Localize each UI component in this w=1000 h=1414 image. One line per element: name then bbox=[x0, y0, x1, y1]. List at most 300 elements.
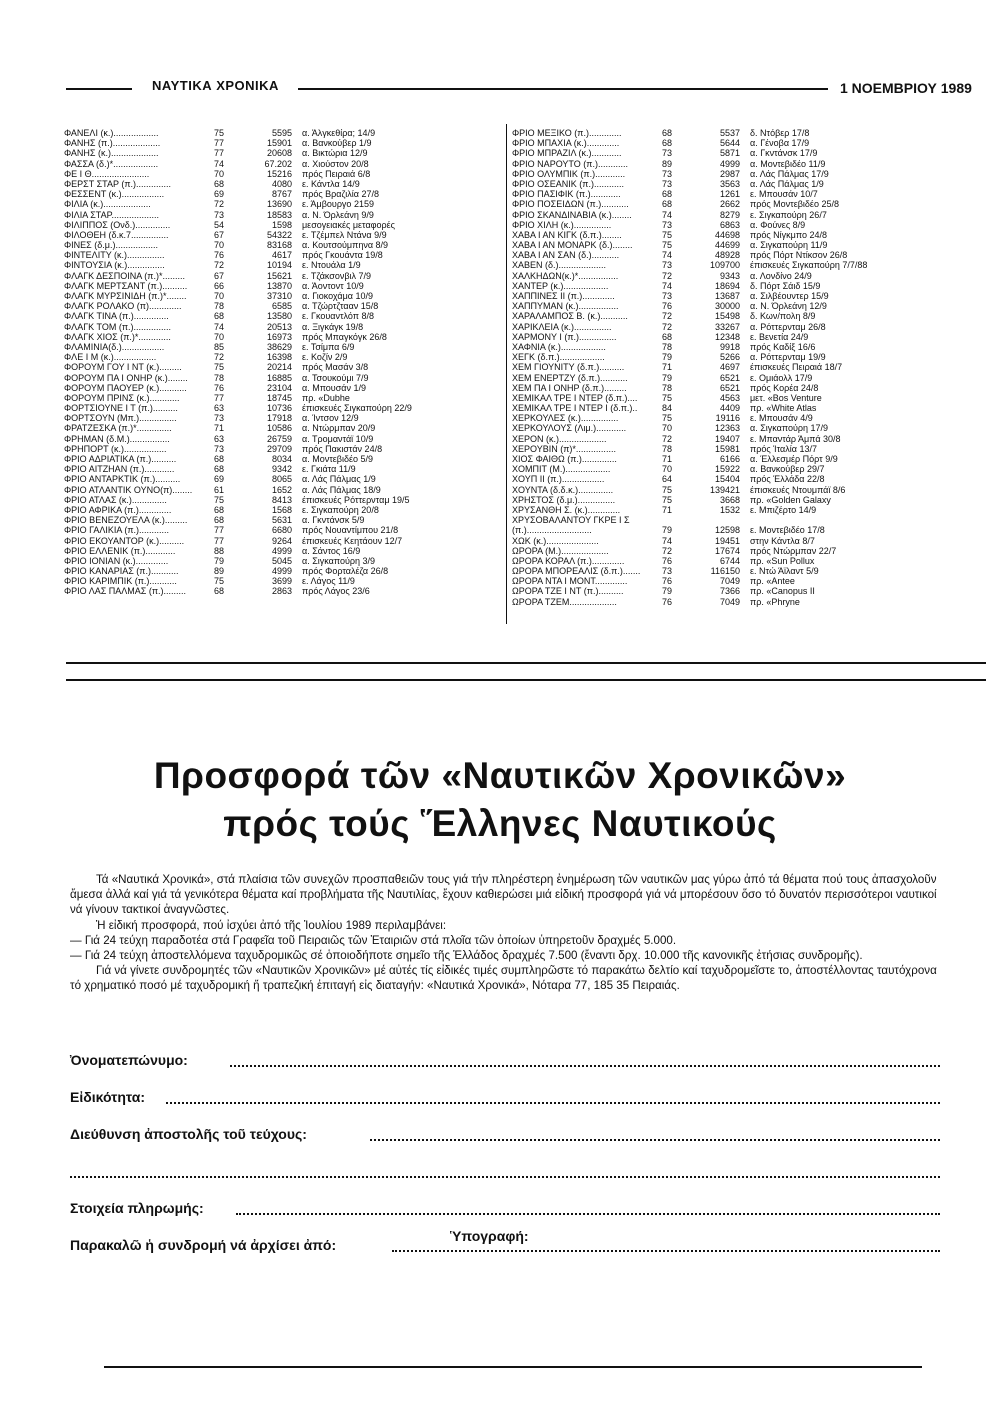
tonnage: 2987 bbox=[719, 168, 740, 179]
ship-name: ΦΡΙΟ ΙΟΝΙΑΝ (κ.)............. bbox=[64, 555, 169, 566]
ship-name: ΦΡΙΟ ΜΠΡΑΖΙΛ (κ.)............ bbox=[512, 148, 622, 159]
ship-position: πρός Ίταλία 13/7 bbox=[750, 443, 817, 454]
ship-position: α. Τζώρτζτααν 15/8 bbox=[302, 301, 379, 312]
ship-row bbox=[512, 250, 952, 260]
build-year: 75 bbox=[662, 413, 673, 424]
ship-row bbox=[64, 403, 500, 413]
ship-row bbox=[512, 148, 952, 158]
ship-name: ΧΕΡΚΟΥΛΕΣ (κ.)............... bbox=[512, 413, 619, 424]
ship-name: ΦΡΙΟ ΠΑΣΙΦΙΚ (π.)............ bbox=[512, 189, 621, 200]
ship-row bbox=[512, 220, 952, 230]
ship-position: έπισκευές Πειραιά 18/7 bbox=[750, 362, 843, 373]
tonnage: 116150 bbox=[710, 566, 740, 577]
tonnage: 6166 bbox=[719, 454, 740, 464]
ship-position: ε. Σιγκαπούρη 20/8 bbox=[302, 504, 379, 515]
tonnage: 18583 bbox=[266, 209, 292, 220]
tonnage: 12363 bbox=[714, 423, 740, 434]
name-field[interactable] bbox=[230, 1065, 940, 1067]
ship-name: ΦΟΡΤΣΟΥΝ (Μπ.)............... bbox=[64, 413, 177, 424]
build-year: 79 bbox=[662, 525, 673, 536]
ship-name: ΧΟΥΝΤΑ (δ.δ.κ.).............. bbox=[512, 484, 614, 495]
ship-row bbox=[64, 342, 500, 352]
ship-row bbox=[512, 444, 952, 454]
tonnage bbox=[692, 515, 750, 525]
tonnage: 6521 bbox=[719, 372, 740, 383]
ship-name: ΦΡΙΟ ΑΝΤΑΡΚΤΙΚ (π.).......... bbox=[64, 474, 181, 485]
ship-position: α. Μοντεβιδέο 11/9 bbox=[750, 158, 826, 169]
ship-position: α. Τσουκούμι 7/9 bbox=[302, 372, 369, 383]
build-year: 76 bbox=[214, 250, 225, 261]
build-year: 68 bbox=[214, 515, 225, 526]
ship-row bbox=[64, 586, 500, 596]
start-date-field[interactable] bbox=[392, 1250, 940, 1252]
ship-position: α. Λάς Πάλμας 1/9 bbox=[302, 474, 376, 485]
ship-name: ΧΟΥΠ ΙΙ (π.)................. bbox=[512, 474, 605, 485]
ship-row bbox=[64, 505, 500, 515]
ship-row bbox=[64, 352, 500, 362]
ship-name: ΩΡΟΡΑ (Μ.)................... bbox=[512, 545, 609, 556]
ship-row bbox=[512, 322, 952, 332]
ship-row bbox=[64, 230, 500, 240]
ship-position: ε. Άμβουργο 2159 bbox=[302, 199, 374, 210]
build-year: 70 bbox=[214, 240, 225, 251]
build-year: 68 bbox=[214, 586, 225, 597]
tonnage: 10736 bbox=[266, 403, 292, 414]
ship-name: ΦΡΙΟ ΚΑΝΑΡΙΑΣ (π.)........... bbox=[64, 566, 179, 577]
ship-name: ΦΟΡΟΥΜ ΠΑΟΥΕΡ (κ.)........... bbox=[64, 382, 187, 393]
ship-position: πρός Νουαντίμπου 21/8 bbox=[302, 525, 399, 536]
build-year: 71 bbox=[662, 504, 673, 515]
ship-row bbox=[512, 332, 952, 342]
ship-row bbox=[64, 525, 500, 535]
ship-name: ΦΑΝΗΣ (κ.)................... bbox=[64, 148, 159, 159]
build-year: 70 bbox=[662, 464, 673, 475]
tonnage: 4697 bbox=[719, 362, 740, 373]
ship-name: ΦΡΙΟ ΚΑΡΙΜΠΙΚ (π.)........... bbox=[64, 576, 177, 587]
build-year: 75 bbox=[662, 240, 673, 251]
ship-position: πρός Γκουάντα 19/8 bbox=[302, 250, 383, 261]
ship-row bbox=[512, 210, 952, 220]
tonnage: 8279 bbox=[719, 209, 740, 220]
column-divider bbox=[506, 124, 507, 624]
build-year: 72 bbox=[214, 199, 225, 210]
ship-row bbox=[512, 464, 952, 474]
tonnage: 16973 bbox=[266, 331, 292, 342]
address-field[interactable] bbox=[370, 1139, 940, 1141]
ship-name: (π.).......................... bbox=[512, 525, 592, 536]
build-year: 69 bbox=[214, 189, 225, 200]
tonnage: 1532 bbox=[719, 504, 740, 515]
ship-row bbox=[64, 291, 500, 301]
ship-name: ΧΑΒΑ Ι ΑΝ ΚΙΓΚ (δ.π.)........ bbox=[512, 229, 622, 240]
offer-headline-line-2: πρός τούς Ἕλληνες Ναυτικούς bbox=[223, 803, 777, 844]
offer-body bbox=[70, 872, 940, 994]
ship-row bbox=[64, 179, 500, 189]
build-year: 79 bbox=[662, 586, 673, 597]
ship-row bbox=[512, 485, 952, 495]
ship-row bbox=[64, 383, 500, 393]
tonnage: 67.202 bbox=[264, 158, 292, 169]
publication-title: ΝΑΥΤΙΚΑ ΧΡΟΝΙΚΑ bbox=[152, 78, 279, 93]
ship-position: μεσογειακές μεταφορές bbox=[302, 219, 395, 230]
tonnage: 9918 bbox=[719, 341, 740, 352]
address-field-line-2[interactable] bbox=[70, 1176, 940, 1178]
tonnage: 2863 bbox=[271, 586, 292, 597]
ship-row bbox=[512, 230, 952, 240]
ship-row bbox=[512, 546, 952, 556]
tonnage: 2662 bbox=[719, 199, 740, 210]
ship-name: ΦΛΑΓΚ ΤΙΝΑ (π.).............. bbox=[64, 311, 169, 322]
build-year: 71 bbox=[662, 454, 673, 464]
tonnage: 13690 bbox=[266, 199, 292, 210]
ship-position: έπισκευές Σιγκαπούρη 7/7/88 bbox=[750, 260, 868, 271]
ship-position: α. Λάς Πάλμας 18/9 bbox=[302, 484, 381, 495]
tonnage: 26759 bbox=[266, 433, 292, 444]
build-year: 68 bbox=[662, 331, 673, 342]
ship-row bbox=[64, 260, 500, 270]
ship-row bbox=[64, 250, 500, 260]
ship-position: α. Ν. Όρλεάνη 9/9 bbox=[302, 209, 374, 220]
ship-row bbox=[512, 474, 952, 484]
ship-position: ε. Κάντλα 14/9 bbox=[302, 178, 360, 189]
build-year: 68 bbox=[214, 311, 225, 322]
tonnage: 3563 bbox=[719, 178, 740, 189]
ship-row bbox=[512, 189, 952, 199]
ship-name: ΧΑΠΠΙΝΕΣ ΙΙ (π.)............. bbox=[512, 291, 615, 301]
ship-position: α. Γένοβα 17/9 bbox=[750, 138, 810, 149]
build-year: 73 bbox=[214, 413, 225, 424]
build-year: 84 bbox=[662, 403, 673, 414]
tonnage: 37310 bbox=[266, 291, 292, 301]
ship-row bbox=[64, 566, 500, 576]
ship-row bbox=[64, 362, 500, 372]
ship-position: ε. Βενετία 24/9 bbox=[750, 331, 809, 342]
ship-position: δ. Πόρτ Σάιδ 15/9 bbox=[750, 280, 821, 291]
build-year: 70 bbox=[214, 291, 225, 301]
ship-row bbox=[512, 597, 952, 607]
ship-position: πρός Ντώρμπαν 22/7 bbox=[750, 545, 837, 556]
build-year: 79 bbox=[662, 372, 673, 383]
ship-name: ΦΡΙΟ ΑΤΛΑΣ (κ.).............. bbox=[64, 494, 167, 505]
ship-name: ΦΡΙΟ ΓΑΛΙΚΙΑ (π.)............ bbox=[64, 525, 170, 536]
ship-position: α. Βανκούβερ 1/9 bbox=[302, 138, 372, 149]
tonnage: 5537 bbox=[719, 128, 740, 138]
ship-row bbox=[64, 464, 500, 474]
ship-position: έπισκευές Ρόττερνταμ 19/5 bbox=[302, 494, 410, 505]
ship-row bbox=[64, 546, 500, 556]
build-year: 68 bbox=[214, 504, 225, 515]
offer-paragraph-instructions: Γιά νά γίνετε συνδρομητές τῶν «Ναυτικῶν Χρονικῶν» μέ αὐτές τίς εἰδικές τιμές συμπληρῶστε τό παρακάτω δελτίο καί ταχυδρομεῖστε το, ἀποστέλλοντας ταυτόχρονα τό χρηματικό ποσό μέ ταχυδρομική ἤ τραπεζική ἐπιταγή εἰς διαταγήν: «Ναυτικά Χρονικά», Νόταρα 77, 185 35 Πειραιάς. bbox=[70, 964, 937, 993]
ship-name: ΦΟΡΟΥΜ ΠΑ Ι ΟΝΗΡ (κ.)........ bbox=[64, 372, 188, 383]
ship-row bbox=[512, 128, 952, 138]
build-year: 72 bbox=[214, 352, 225, 363]
ship-name: ΧΡΗΣΤΟΣ (δ.μ.)............... bbox=[512, 494, 616, 505]
tonnage: 5266 bbox=[719, 352, 740, 363]
ship-position: α. Σιγκαπούρη 17/9 bbox=[750, 423, 829, 434]
tonnage: 8065 bbox=[271, 474, 292, 485]
ship-row bbox=[64, 515, 500, 525]
build-year: 72 bbox=[662, 433, 673, 444]
ship-name: ΦΕ Ι Θ....................... bbox=[64, 168, 150, 179]
ship-position: ε. Μοντεβιδέο 17/8 bbox=[750, 525, 825, 536]
ship-name: ΦΛΑΓΚ ΡΟΛΑΚΟ (π)............. bbox=[64, 301, 182, 312]
tonnage: 109700 bbox=[709, 260, 740, 271]
ship-position: πρός Κορέα 24/8 bbox=[750, 382, 819, 393]
build-year: 73 bbox=[662, 219, 673, 230]
ship-row bbox=[64, 189, 500, 199]
payment-label: Στοιχεία πληρωμής: bbox=[70, 1200, 204, 1216]
ship-name: ΧΑΦΝΙΑ (κ.).................. bbox=[512, 341, 606, 352]
ship-row bbox=[512, 393, 952, 403]
signature-label: Ὑπογραφή: bbox=[450, 1228, 529, 1244]
ship-row bbox=[512, 454, 952, 464]
ship-position: πρός Βραζιλία 27/8 bbox=[302, 189, 380, 200]
ship-name: ΦΛΑΓΚ ΧΙΟΣ (π.)*............. bbox=[64, 331, 171, 342]
build-year: 63 bbox=[214, 403, 225, 414]
ship-name: ΦΟΡΟΥΜ ΠΡΙΝΣ (κ.)............ bbox=[64, 392, 180, 403]
ship-name: ΧΑΡΑΛΑΜΠΟΣ Β. (κ.)........... bbox=[512, 311, 628, 322]
ship-name: ΦΡΙΟ ΜΕΞΙΚΟ (π.)............. bbox=[512, 128, 622, 138]
build-year: 76 bbox=[662, 301, 673, 312]
tonnage: 17918 bbox=[266, 413, 292, 424]
ship-position: α. Γκντάνσκ 5/9 bbox=[302, 515, 365, 526]
tonnage: 6521 bbox=[719, 382, 740, 393]
ship-position: α. Φούνες 8/9 bbox=[750, 219, 806, 230]
ship-name: ΧΑΝΤΕΡ (κ.).................. bbox=[512, 280, 609, 291]
ship-name: ΦΡΙΟ ΟΣΕΑΝΙΚ (π.)............ bbox=[512, 178, 624, 189]
ship-row bbox=[64, 220, 500, 230]
ship-position: α. Ν. Όρλεάνη 12/9 bbox=[750, 301, 827, 312]
tonnage: 3668 bbox=[719, 494, 740, 505]
build-year: 78 bbox=[214, 372, 225, 383]
address-label: Διεύθυνση ἀποστολῆς τοῦ τεύχους: bbox=[70, 1126, 307, 1142]
ship-name: ΧΡΥΣΑΝΘΗ Σ. (κ.)............. bbox=[512, 504, 621, 515]
ship-position: πρός Έλλάδα 22/8 bbox=[750, 474, 825, 485]
ship-listing-table bbox=[64, 128, 944, 630]
ship-row bbox=[512, 291, 952, 301]
ship-name: ΦΙΝΤΕΛΙΤΥ (κ.)............... bbox=[64, 250, 165, 261]
build-year: 67 bbox=[214, 229, 225, 240]
offer-headline bbox=[60, 752, 940, 848]
ship-position: ε. Μπιζέρτο 14/9 bbox=[750, 504, 817, 515]
header-rule-left bbox=[66, 88, 132, 90]
ship-position: α. Γιοκοχάμα 10/9 bbox=[302, 291, 374, 301]
build-year: 77 bbox=[214, 138, 225, 149]
build-year: 70 bbox=[662, 423, 673, 434]
ship-name: ΧΑΛΚΗΔΩΝ(κ.)*................ bbox=[512, 270, 619, 281]
ship-name: ΦΡΙΟ ΠΟΣΕΙΔΩΝ (π.)........... bbox=[512, 199, 629, 210]
ship-row bbox=[64, 485, 500, 495]
ship-row bbox=[512, 281, 952, 291]
ship-row bbox=[512, 179, 952, 189]
tonnage: 13580 bbox=[266, 311, 292, 322]
ship-name: ΧΡΥΣΟΒΑΛΑΝΤΟΥ ΓΚΡΕ Ι Σ bbox=[512, 515, 630, 526]
ship-name: ΦΕΡΣΤ ΣΤΑΡ (π.).............. bbox=[64, 178, 172, 189]
ship-row bbox=[512, 342, 952, 352]
ship-name: ΧΕΜ ΓΙΟΥΝΙΤΥ (δ.π.).......... bbox=[512, 362, 625, 373]
build-year: 76 bbox=[662, 596, 673, 607]
ship-row bbox=[512, 403, 952, 413]
build-year: 73 bbox=[662, 260, 673, 271]
ship-row bbox=[64, 556, 500, 566]
build-year: 68 bbox=[214, 178, 225, 189]
build-year: 71 bbox=[662, 362, 673, 373]
ship-name: ΦΛΑΓΚ ΔΕΣΠΟΙΝΑ (π.)*......... bbox=[64, 270, 185, 281]
tonnage: 18694 bbox=[714, 280, 740, 291]
specialty-field[interactable] bbox=[166, 1102, 940, 1104]
tonnage: 16398 bbox=[266, 352, 292, 363]
ship-name: ΦΟΡΤΣΙΟΥΝΕ Ι Τ (π.).......... bbox=[64, 403, 178, 414]
build-year: 72 bbox=[662, 311, 673, 322]
build-year: 73 bbox=[662, 566, 673, 577]
build-year: 64 bbox=[662, 474, 673, 485]
tonnage: 33267 bbox=[714, 321, 740, 332]
build-year: 88 bbox=[214, 545, 225, 556]
ship-position: α. Τρομαντάϊ 10/9 bbox=[302, 433, 374, 444]
ship-row bbox=[64, 576, 500, 586]
ship-position: πρ. «Canopus II bbox=[750, 586, 815, 597]
ship-row bbox=[64, 138, 500, 148]
ship-name: ΦΡΙΟ ΟΛΥΜΠΙΚ (π.)............ bbox=[512, 168, 626, 179]
ship-position: ε. Μπαντάρ Άμπά 30/8 bbox=[750, 433, 841, 444]
build-year: 68 bbox=[662, 138, 673, 149]
tonnage: 20608 bbox=[266, 148, 292, 159]
build-year: 75 bbox=[214, 362, 225, 373]
tonnage: 8034 bbox=[271, 454, 292, 464]
ship-name: ΦΑΣΣΑ (δ.)*.................. bbox=[64, 158, 159, 169]
ship-position: α. Γκντάνσκ 17/9 bbox=[750, 148, 818, 159]
tonnage: 6863 bbox=[719, 219, 740, 230]
payment-field[interactable] bbox=[236, 1213, 940, 1215]
ship-name: ΩΡΟΡΑ ΤΖΕ Ι ΝΤ (π.).......... bbox=[512, 586, 624, 597]
build-year: 78 bbox=[214, 301, 225, 312]
offer-paragraph-terms: Ἡ εἰδική προσφορά, πού ἰσχύει ἀπό τῆς Ἰουλίου 1989 περιλαμβάνει: bbox=[96, 918, 447, 932]
tonnage: 5871 bbox=[719, 148, 740, 159]
ship-position: πρός Μπαγκόγκ 26/8 bbox=[302, 331, 387, 342]
build-year: 89 bbox=[214, 566, 225, 577]
ship-name: ΦΛΑΜΙΝΙΑ(δ.)................. bbox=[64, 341, 165, 352]
ship-row bbox=[64, 444, 500, 454]
tonnage: 29709 bbox=[266, 443, 292, 454]
ship-name: ΩΡΟΡΑ ΚΟΡΑΛ (π.)............. bbox=[512, 555, 625, 566]
ship-position: πρός Μοντεβιδέο 25/8 bbox=[750, 199, 839, 210]
ship-position: ε. Ντουάλα 1/9 bbox=[302, 260, 361, 271]
ship-name: ΧΑΒΑ Ι ΑΝ ΜΟΝΑΡΚ (δ.)........ bbox=[512, 240, 633, 251]
ship-position: α. Άλγκεθίρα; 14/9 bbox=[302, 128, 376, 138]
build-year: 72 bbox=[662, 270, 673, 281]
tonnage: 44699 bbox=[714, 240, 740, 251]
ship-position: πρός Καδίξ 16/6 bbox=[750, 341, 816, 352]
build-year: 71 bbox=[214, 423, 225, 434]
ship-row bbox=[64, 159, 500, 169]
ship-name: ΦΙΛΙΑ ΣΤΑΡ................... bbox=[64, 209, 159, 220]
ship-name: ΦΙΛΙΠΠΟΣ (Ονδ.).............. bbox=[64, 219, 171, 230]
tonnage: 7366 bbox=[719, 586, 740, 597]
tonnage: 10586 bbox=[266, 423, 292, 434]
build-year: 75 bbox=[214, 576, 225, 587]
ship-name: ΩΡΟΡΑ ΤΖΕΜ................... bbox=[512, 596, 617, 607]
tonnage: 15901 bbox=[266, 138, 292, 149]
tonnage: 19451 bbox=[714, 535, 740, 546]
ship-name: ΦΡΙΟ ΑΔΡΙΑΤΙΚΑ (π.).......... bbox=[64, 454, 177, 464]
ship-name: ΧΕΡΟΝ (κ.)................... bbox=[512, 433, 607, 444]
form-row-name bbox=[70, 1052, 940, 1089]
build-year: 68 bbox=[662, 189, 673, 200]
build-year: 78 bbox=[662, 382, 673, 393]
tonnage: 19407 bbox=[714, 433, 740, 444]
ship-name: ΧΩΚ (κ.)..................... bbox=[512, 535, 599, 546]
ship-position: α. Βικτώρια 12/9 bbox=[302, 148, 368, 159]
build-year: 73 bbox=[662, 178, 673, 189]
tonnage: 13687 bbox=[714, 291, 740, 301]
tonnage: 6744 bbox=[719, 555, 740, 566]
ship-position: ε. Σιγκαπούρη 26/7 bbox=[750, 209, 827, 220]
tonnage: 13870 bbox=[266, 280, 292, 291]
offer-item-postal: — Γιά 24 τεύχη ἀποστελλόμενα ταχυδρομικῶς σέ ὁποιοδήποτε σημεῖο τῆς Ἑλλάδος δραχμές 7.500 (ἔναντι δρχ. 10.000 τῆς κανονικῆς ἐτήσιας συνδρομῆς). bbox=[70, 949, 863, 963]
ship-row bbox=[64, 434, 500, 444]
ship-row bbox=[64, 148, 500, 158]
ship-row bbox=[512, 373, 952, 383]
ship-position bbox=[750, 515, 940, 525]
tonnage: 4617 bbox=[271, 250, 292, 261]
ship-name: ΧΑΒΑ Ι ΑΝ ΣΑΝ (δ.)........... bbox=[512, 250, 620, 261]
build-year: 68 bbox=[214, 454, 225, 464]
ship-name: ΦΡΙΟ ΕΚΟΥΑΝΤΟΡ (κ.).......... bbox=[64, 535, 185, 546]
ship-name: ΧΕΡΚΟΥΛΟΥΣ (Λιμ.)............ bbox=[512, 423, 627, 434]
ship-name: ΦΡΙΟ ΜΠΑΧΙΑ (κ.)............. bbox=[512, 138, 620, 149]
ship-position: ε. Λάγος 11/9 bbox=[302, 576, 355, 587]
ship-position: πρ. «White Atlas bbox=[750, 403, 817, 414]
ship-name: ΦΛΕ Ι Μ (κ.)................. bbox=[64, 352, 157, 363]
tonnage: 9343 bbox=[719, 270, 740, 281]
build-year: 73 bbox=[214, 443, 225, 454]
ship-position: ε. Γκιάτα 11/9 bbox=[302, 464, 356, 475]
ship-name: ΦΡΙΟ ΝΑΡΟΥΤΟ (π.)............ bbox=[512, 158, 628, 169]
ship-name: ΧΟΜΠΙΤ (Μ.).................. bbox=[512, 464, 611, 475]
ship-position: ε. Κοζίν 2/9 bbox=[302, 352, 348, 363]
tonnage: 1598 bbox=[271, 219, 292, 230]
ship-position: ε. Τσίμπα 6/9 bbox=[302, 341, 355, 352]
ship-list-left-column bbox=[64, 128, 500, 597]
tonnage: 20513 bbox=[266, 321, 292, 332]
build-year: 76 bbox=[214, 382, 225, 393]
ship-name: ΦΡΙΟ ΑΦΡΙΚΑ (π.)............. bbox=[64, 504, 172, 515]
ship-position: ε. Γκουαντλόπ 8/8 bbox=[302, 311, 375, 322]
ship-row bbox=[64, 271, 500, 281]
ship-name: ΦΑΝΕΛΙ (κ.).................. bbox=[64, 128, 159, 138]
ship-name: ΦΡΙΟ ΛΑΣ ΠΑΛΜΑΣ (π.)......... bbox=[64, 586, 187, 597]
tonnage: 15404 bbox=[714, 474, 740, 485]
ship-row bbox=[512, 362, 952, 372]
ship-row bbox=[64, 311, 500, 321]
tonnage: 16885 bbox=[266, 372, 292, 383]
form-row-specialty bbox=[70, 1089, 940, 1126]
ship-row bbox=[64, 413, 500, 423]
ship-position: πρός Πόρτ Ντίκσον 26/8 bbox=[750, 250, 848, 261]
tonnage: 6585 bbox=[271, 301, 292, 312]
ship-row bbox=[512, 525, 952, 535]
build-year: 75 bbox=[662, 484, 673, 495]
build-year: 89 bbox=[662, 158, 673, 169]
issue-date: 1 ΝΟΕΜΒΡΙΟΥ 1989 bbox=[840, 80, 972, 96]
tonnage: 19116 bbox=[715, 413, 740, 424]
header-rule-middle bbox=[298, 88, 828, 90]
ship-name: ΧΑΡΙΚΛΕΙΑ (κ.)............... bbox=[512, 321, 612, 332]
bottom-rule bbox=[104, 1366, 922, 1368]
ship-name: ΧΕΜ ΠΑ Ι ΟΝΗΡ (δ.π.)......... bbox=[512, 382, 627, 393]
ship-position: ε. Τζέμπελ Ντάνα 9/9 bbox=[302, 229, 387, 240]
tonnage: 4999 bbox=[719, 158, 740, 169]
